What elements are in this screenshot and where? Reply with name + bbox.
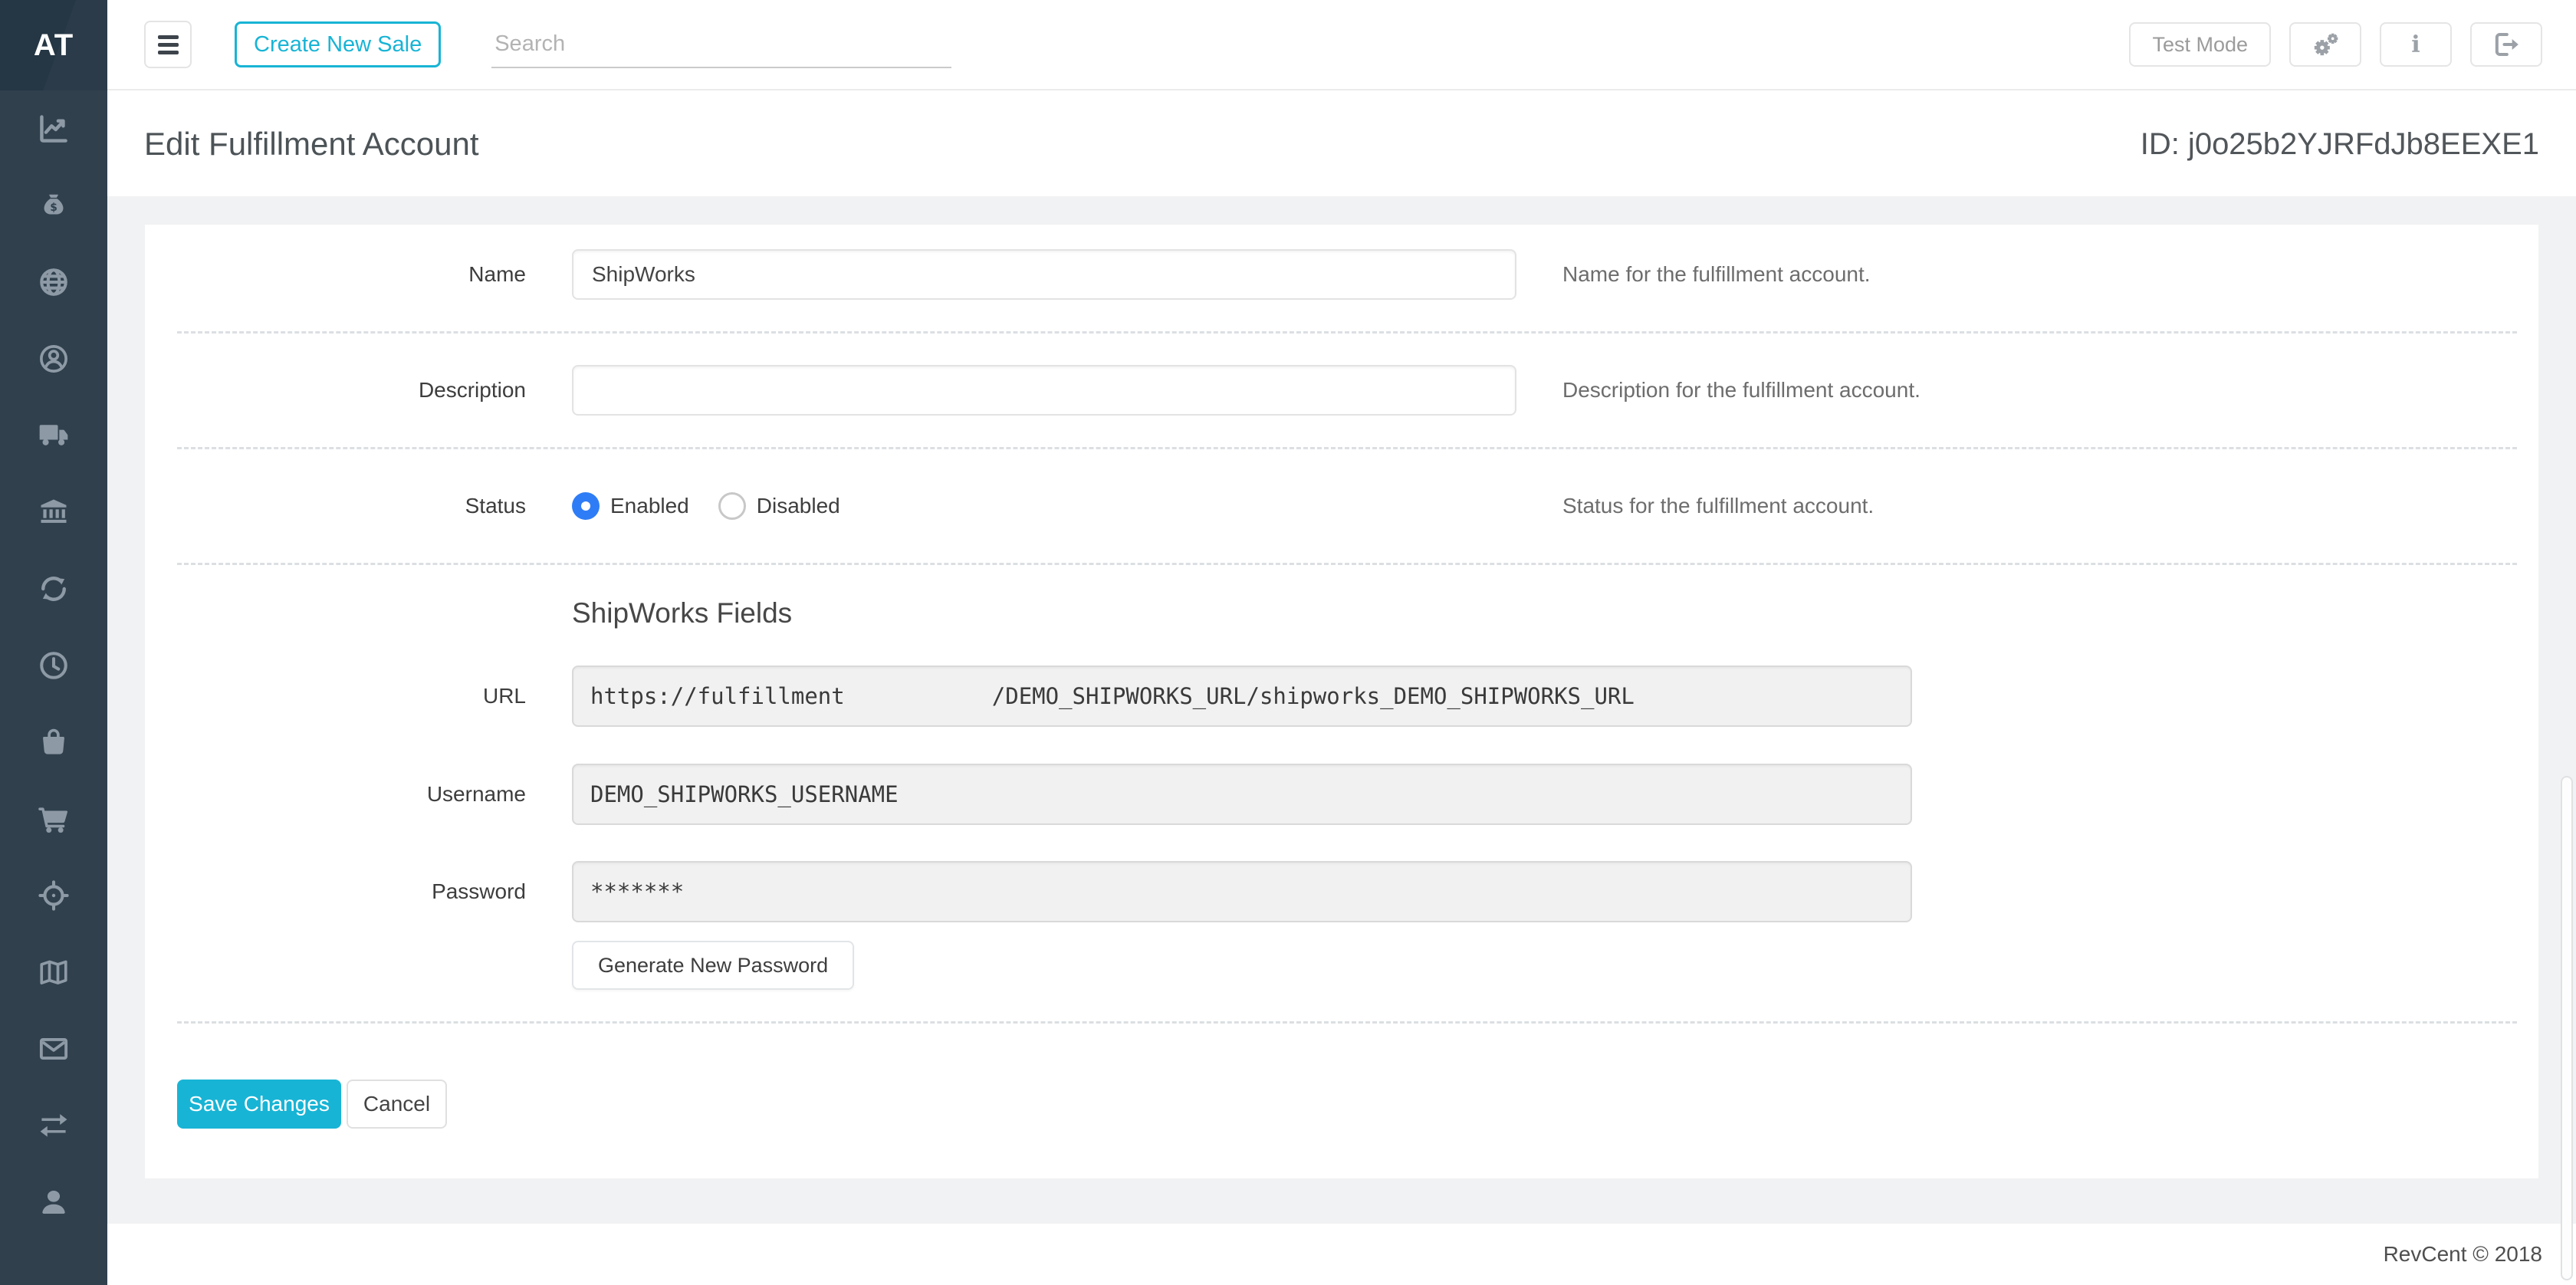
sync-icon bbox=[37, 572, 71, 606]
info-button[interactable] bbox=[2380, 22, 2452, 67]
sidebar-item-campaigns[interactable] bbox=[0, 934, 107, 1011]
envelope-icon bbox=[37, 1032, 71, 1066]
sidebar-item-integrations[interactable] bbox=[0, 1087, 107, 1164]
sidebar-item-websites[interactable] bbox=[0, 244, 107, 320]
money-bag-icon bbox=[37, 189, 71, 222]
sign-out-icon bbox=[2491, 29, 2522, 60]
svg-text:$: $ bbox=[50, 201, 58, 214]
sidebar-item-payments[interactable] bbox=[0, 474, 107, 550]
user-icon bbox=[37, 1185, 71, 1219]
save-button[interactable]: Save Changes bbox=[177, 1080, 341, 1129]
sidebar-item-email[interactable] bbox=[0, 1011, 107, 1087]
record-id: ID: j0o25b2YJRFdJb8EEXE1 bbox=[2140, 127, 2539, 161]
url-input[interactable] bbox=[572, 666, 1912, 727]
name-row bbox=[145, 249, 2538, 300]
page-header bbox=[107, 92, 2576, 196]
user-circle-icon bbox=[37, 342, 71, 376]
status-enabled-radio[interactable] bbox=[572, 492, 600, 520]
sidebar-item-history[interactable] bbox=[0, 627, 107, 704]
password-row bbox=[145, 861, 2538, 922]
chart-line-icon bbox=[37, 112, 71, 146]
description-label: Description bbox=[418, 378, 526, 402]
url-row bbox=[145, 666, 2538, 727]
vertical-scrollbar[interactable] bbox=[2561, 776, 2573, 1280]
sidebar-item-orders[interactable] bbox=[0, 781, 107, 857]
exchange-icon bbox=[37, 1109, 71, 1142]
cancel-button[interactable]: Cancel bbox=[347, 1080, 447, 1129]
sidebar-item-account[interactable] bbox=[0, 1164, 107, 1241]
password-label: Password bbox=[432, 879, 526, 903]
sidebar-item-customers[interactable] bbox=[0, 320, 107, 397]
crosshairs-icon bbox=[37, 879, 71, 912]
url-label: URL bbox=[482, 684, 526, 708]
description-input[interactable] bbox=[572, 365, 1516, 416]
row-divider bbox=[177, 563, 2517, 565]
footer bbox=[107, 1224, 2576, 1285]
hamburger-icon bbox=[158, 35, 179, 39]
info-icon bbox=[2400, 29, 2431, 60]
create-new-sale-button[interactable]: Create New Sale bbox=[235, 21, 441, 67]
name-label: Name bbox=[468, 262, 526, 286]
sidebar-item-dashboard[interactable] bbox=[0, 90, 107, 167]
topbar-actions bbox=[2129, 22, 2542, 67]
username-label: Username bbox=[426, 782, 526, 806]
status-enabled-label: Enabled bbox=[610, 494, 689, 518]
bank-icon bbox=[37, 495, 71, 529]
logout-button[interactable] bbox=[2470, 22, 2542, 67]
description-row bbox=[145, 365, 2538, 416]
sidebar-item-fulfillment[interactable] bbox=[0, 397, 107, 474]
app-logo: AT bbox=[0, 0, 107, 90]
password-input[interactable] bbox=[572, 861, 1912, 922]
topbar bbox=[107, 0, 2576, 90]
main-content bbox=[107, 196, 2576, 1224]
row-divider bbox=[177, 1021, 2517, 1024]
test-mode-button[interactable]: Test Mode bbox=[2129, 22, 2271, 67]
sidebar-item-products[interactable] bbox=[0, 704, 107, 781]
menu-toggle-button[interactable] bbox=[144, 21, 192, 68]
sidebar bbox=[0, 0, 107, 1285]
row-divider bbox=[177, 331, 2517, 334]
section-heading: ShipWorks Fields bbox=[572, 597, 793, 629]
form-actions bbox=[177, 1080, 2538, 1129]
status-disabled-label: Disabled bbox=[756, 494, 840, 518]
sidebar-item-tracking[interactable] bbox=[0, 857, 107, 934]
status-help: Status for the fulfillment account. bbox=[1562, 494, 1875, 518]
username-input[interactable] bbox=[572, 764, 1912, 825]
search-input[interactable] bbox=[491, 21, 951, 68]
sidebar-item-subscriptions[interactable] bbox=[0, 550, 107, 627]
description-help: Description for the fulfillment account. bbox=[1562, 378, 1921, 402]
clock-icon bbox=[37, 649, 71, 682]
status-label: Status bbox=[465, 494, 526, 518]
generate-password-button[interactable]: Generate New Password bbox=[572, 941, 854, 990]
edit-fulfillment-card bbox=[145, 225, 2538, 1178]
truck-icon bbox=[37, 419, 71, 452]
settings-button[interactable] bbox=[2289, 22, 2361, 67]
name-help: Name for the fulfillment account. bbox=[1562, 262, 1871, 286]
row-divider bbox=[177, 447, 2517, 449]
status-disabled-radio[interactable] bbox=[718, 492, 746, 520]
status-radio-group bbox=[572, 492, 1516, 520]
sidebar-nav bbox=[0, 90, 107, 1241]
page-title: Edit Fulfillment Account bbox=[144, 126, 479, 162]
name-input[interactable] bbox=[572, 249, 1516, 300]
map-icon bbox=[37, 955, 71, 989]
globe-icon bbox=[37, 265, 71, 299]
username-row bbox=[145, 764, 2538, 825]
status-row bbox=[145, 481, 2538, 531]
svg-text:i: i bbox=[2411, 31, 2420, 58]
cogs-icon bbox=[2310, 29, 2341, 60]
sidebar-item-sales[interactable] bbox=[0, 167, 107, 244]
shopping-cart-icon bbox=[37, 802, 71, 836]
footer-copyright: RevCent © 2018 bbox=[2383, 1242, 2542, 1266]
shopping-bag-icon bbox=[37, 725, 71, 759]
